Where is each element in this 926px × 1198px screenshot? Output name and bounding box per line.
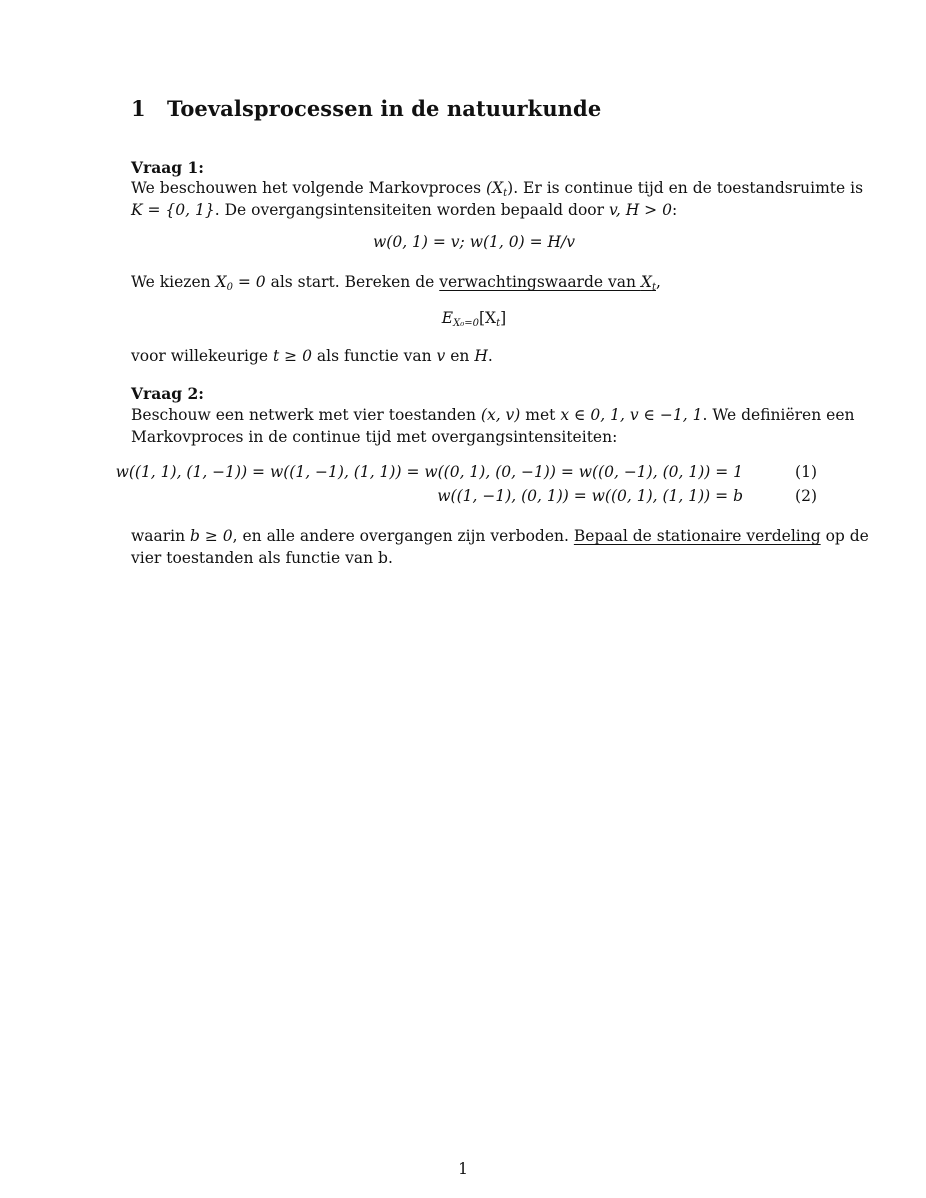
q2-equation-2: w((1, −1), (0, 1)) = w((0, 1), (1, 1)) = b (437, 487, 743, 505)
equation-2-number: (2) (795, 487, 817, 505)
q1-paragraph-line-2: K = {0, 1}. De overgangsintensiteiten worden bepaald door v, H > 0: (131, 201, 678, 219)
q1-paragraph-line-4: voor willekeurige t ≥ 0 als functie van v en H. (131, 347, 493, 365)
q1-underlined-task: verwachtingswaarde van $X_t$ (439, 273, 656, 293)
q1-paragraph-line-3: We kiezen $X_0 = 0$ als start. Bereken de verwachtingswaarde van $X_t$, (131, 273, 661, 293)
q1-paragraph-line-1: We beschouwen het volgende Markovproces $(X_t)$. Er is continue tijd en de toestandsruimte is (131, 179, 864, 199)
question-1-heading: Vraag 1: (131, 158, 205, 177)
q2-paragraph-line-1: Beschouw een netwerk met vier toestanden (x, v) met x ∈ 0, 1, v ∈ −1, 1. We definiëren een (131, 406, 855, 424)
section-heading (131, 96, 601, 121)
question-2-heading: Vraag 2: (131, 384, 205, 403)
page-number: 1 (458, 1160, 468, 1178)
section-title-text: Toevalsprocessen in de natuurkunde (167, 96, 602, 121)
q2-equation-1: w((1, 1), (1, −1)) = w((1, −1), (1, 1)) = w((0, 1), (0, −1)) = w((0, −1), (0, 1)) = 1 (115, 463, 743, 481)
q2-paragraph-line-3: waarin b ≥ 0, en alle andere overgangen zijn verboden. Bepaal de stationaire verdeling op de (131, 527, 869, 545)
q2-paragraph-line-2: Markovproces in de continue tijd met overgangsintensiteiten: (131, 428, 618, 446)
q1-expectation-formula: $E_{X_0=0}[X_t]$ (441, 309, 507, 329)
section-number: 1 (131, 96, 146, 121)
q1-intensity-equation: w(0, 1) = v; w(1, 0) = H/v (373, 233, 575, 251)
q2-underlined-task: Bepaal de stationaire verdeling (573, 527, 821, 545)
q2-paragraph-line-4: vier toestanden als functie van b. (131, 549, 393, 567)
equation-1-number: (1) (795, 463, 817, 481)
